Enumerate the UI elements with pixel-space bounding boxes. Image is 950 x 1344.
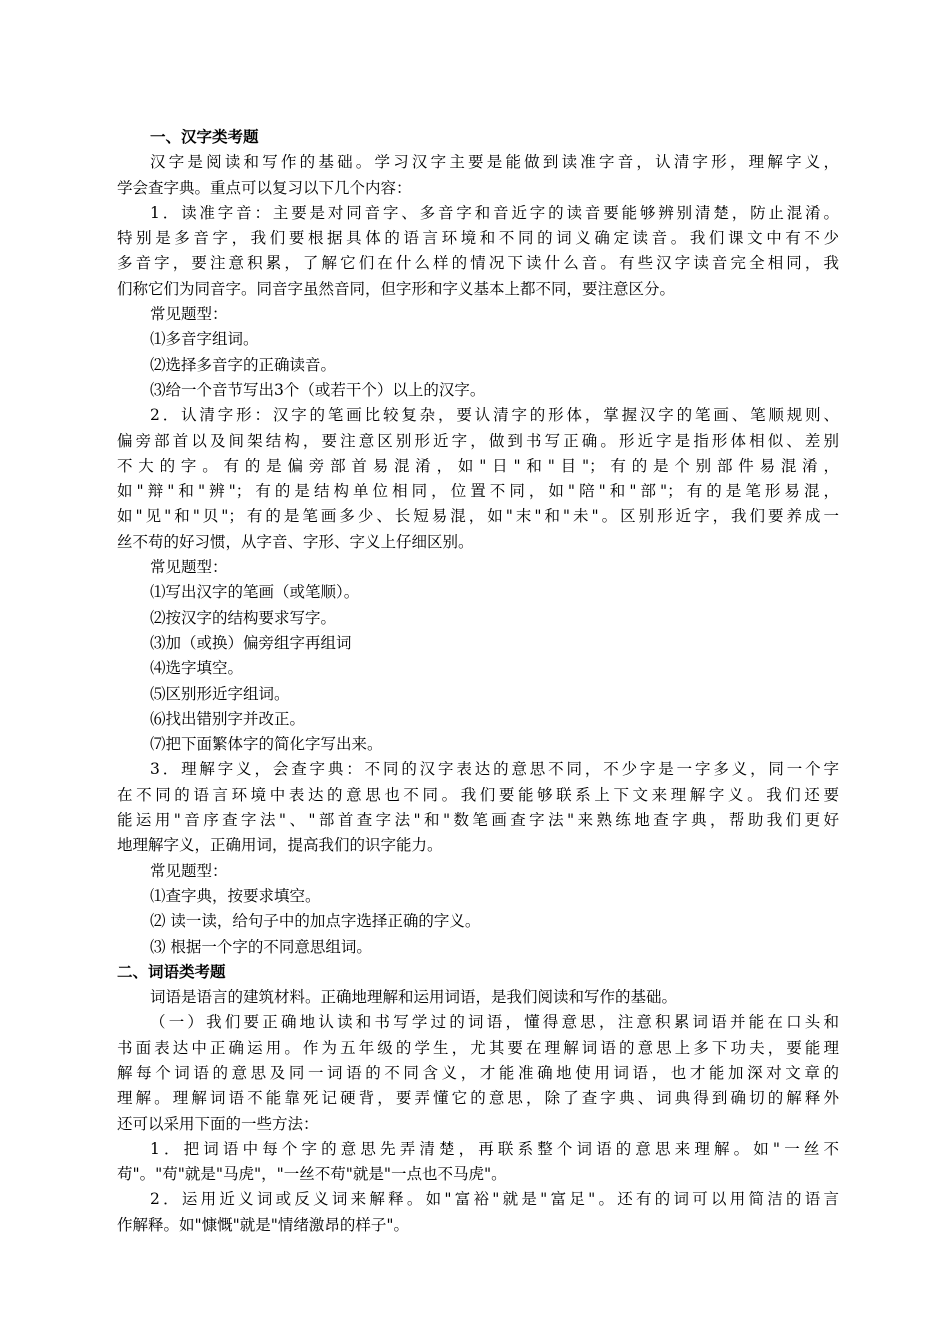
paragraph-line: 2．认清字形：汉字的笔画比较复杂，要认清字的形体，掌握汉字的笔画、笔顺规则、 [150,406,839,425]
paragraph-line: 学会查字典。重点可以复习以下几个内容： [117,178,412,197]
paragraph-line: 如"辩"和"辨"；有的是结构单位相同，位置不同，如"陪"和"部"；有的是笔形易混， [117,482,839,501]
list-item: ⑵按汉字的结构要求写字。 [150,608,337,627]
list-item: ⑴查字典，按要求填空。 [150,886,321,905]
paragraph-line: 书面表达中正确运用。作为五年级的学生，尤其要在理解词语的意思上多下功夫，要能理 [117,1038,839,1057]
paragraph-line: 1．读准字音：主要是对同音字、多音字和音近字的读音要能够辨别清楚，防止混淆。 [150,203,839,222]
paragraph-line: 解每个词语的意思及同一词语的不同含义，才能准确地使用词语，也才能加深对文章的 [117,1063,839,1082]
question-types-label: 常见题型： [150,305,228,324]
section-heading-ciyu: 二、词语类考题 [117,962,226,981]
paragraph-line: 理解。理解词语不能靠死记硬背，要弄懂它的意思，除了查字典、词典得到确切的解释外 [117,1089,839,1108]
paragraph-line: （一）我们要正确地认读和书写学过的词语，懂得意思，注意积累词语并能在口头和 [150,1013,839,1032]
paragraph-line: 在不同的语言环境中表达的意思也不同。我们要能够联系上下文来理解字义。我们还要 [117,785,839,804]
list-item: ⑸区别形近字组词。 [150,684,290,703]
paragraph-line: 2．运用近义词或反义词来解释。如"富裕"就是"富足"。还有的词可以用简洁的语言 [150,1190,839,1209]
list-item: ⑶加（或换）偏旁组字再组词 [150,633,352,652]
paragraph-line: 丝不苟的好习惯，从字音、字形、字义上仔细区别。 [117,532,474,551]
paragraph-line: 们称它们为同音字。同音字虽然音同，但字形和字义基本上都不同，要注意区分。 [117,279,676,298]
list-item: ⑹找出错别字并改正。 [150,709,306,728]
paragraph-line: 特别是多音字，我们要根据具体的语言环境和不同的词义确定读音。我们课文中有不少 [117,229,839,248]
list-item: ⑺把下面繁体字的简化字写出来。 [150,735,383,754]
list-item: ⑶给一个音节写出3个（或若干个）以上的汉字。 [150,380,486,399]
paragraph-line: 3．理解字义，会查字典：不同的汉字表达的意思不同，不少字是一字多义，同一个字 [150,760,839,779]
paragraph-line: 苟"。"苟"就是"马虎"，"一丝不苟"就是"一点也不马虎"。 [117,1165,507,1184]
paragraph-line: 词语是语言的建筑材料。正确地理解和运用词语，是我们阅读和写作的基础。 [150,988,678,1007]
list-item: ⑵ 读一读，给句子中的加点字选择正确的字义。 [150,912,481,931]
paragraph-line: 1．把词语中每个字的意思先弄清楚，再联系整个词语的意思来理解。如"一丝不 [150,1139,839,1158]
document-page [117,125,839,1238]
list-item: ⑴多音字组词。 [150,330,259,349]
paragraph-line: 还可以采用下面的一些方法： [117,1114,319,1133]
list-item: ⑴写出汉字的笔画（或笔顺）。 [150,583,360,602]
paragraph-line: 如"见"和"贝"；有的是笔画多少、长短易混，如"末"和"未"。区别形近字，我们要养成一 [117,507,839,526]
list-item: ⑶ 根据一个字的不同意思组词。 [150,937,372,956]
paragraph-line: 汉字是阅读和写作的基础。学习汉字主要是能做到读准字音，认清字形，理解字义， [150,153,839,172]
paragraph-line: 不大的字。有的是偏旁部首易混淆，如"日"和"目"；有的是个别部件易混淆， [117,456,839,475]
paragraph-line: 地理解字义，正确用词，提高我们的识字能力。 [117,836,443,855]
section-heading-hanzi: 一、汉字类考题 [150,128,259,146]
question-types-label: 常见题型： [150,558,228,577]
paragraph-line: 多音字，要注意积累，了解它们在什么样的情况下读什么音。有些汉字读音完全相同，我 [117,254,839,273]
paragraph-line: 能运用"音序查字法"、"部首查字法"和"数笔画查字法"来熟练地查字典，帮助我们更好 [117,811,839,830]
list-item: ⑷选字填空。 [150,659,244,678]
list-item: ⑵选择多音字的正确读音。 [150,355,337,374]
paragraph-line: 作解释。如"慷慨"就是"情绪激昂的样子"。 [117,1215,410,1234]
paragraph-line: 偏旁部首以及间架结构，要注意区别形近字，做到书写正确。形近字是指形体相似、差别 [117,431,839,450]
question-types-label: 常见题型： [150,861,228,880]
